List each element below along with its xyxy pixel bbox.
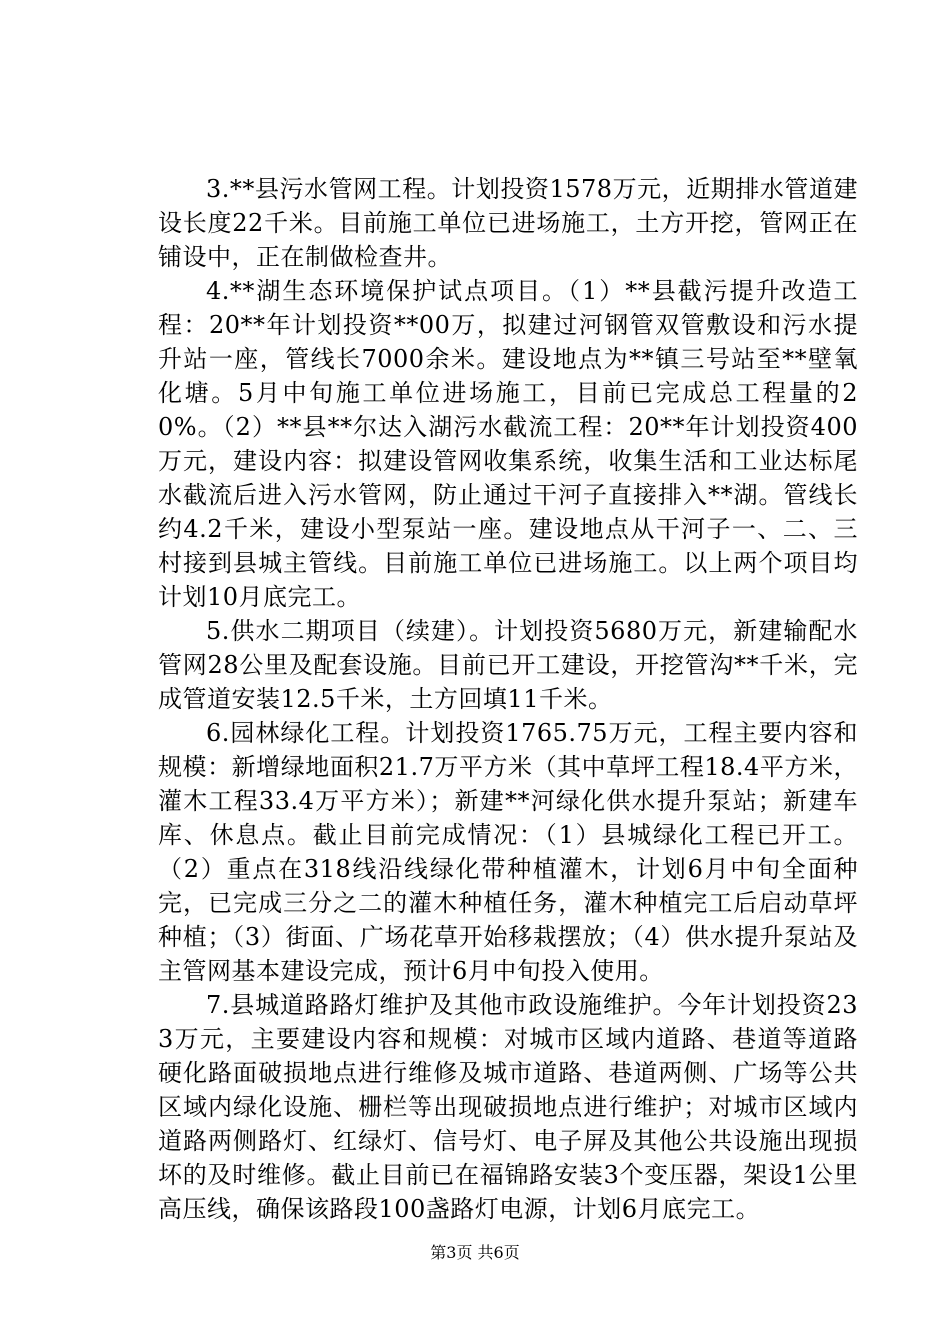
paragraph-item-3: 3.**县污水管网工程。计划投资1578万元，近期排水管道建设长度22千米。目前施工单位已进场施工，土方开挖，管网正在铺设中，正在制做检查井。 (158, 175, 858, 271)
document-body (158, 172, 858, 1226)
paragraph-item-5: 5.供水二期项目（续建）。计划投资5680万元，新建输配水管网28公里及配套设施。目前已开工建设，开挖管沟**千米，完成管道安装12.5千米，土方回填11千米。 (158, 617, 858, 713)
paragraph-item-7: 7.县城道路路灯维护及其他市政设施维护。今年计划投资233万元，主要建设内容和规模：对城市区域内道路、巷道等道路硬化路面破损地点进行维修及城市道路、巷道两侧、广场等公共区域内绿化设施、栅栏等出现破损地点进行维护；对城市区域内道路两侧路灯、红绿灯、信号灯、电子屏及其他公共设施出现损坏的及时维修。截止目前已在福锦路安装3个变压器，架设1公里高压线，确保该路段100盏路灯电源，计划6月底完工。 (158, 991, 858, 1223)
paragraph-item-4: 4.**湖生态环境保护试点项目。（1）**县截污提升改造工程：20**年计划投资**00万，拟建过河钢管双管敷设和污水提升站一座，管线长7000余米。建设地点为**镇三号站至**壁氧化塘。5月中旬施工单位进场施工，目前已完成总工程量的20%。（2）**县**尔达入湖污水截流工程：20**年计划投资400万元，建设内容：拟建设管网收集系统，收集生活和工业达标尾水截流后进入污水管网，防止通过干河子直接排入**湖。管线长约4.2千米，建设小型泵站一座。建设地点从干河子一、二、三村接到县城主管线。目前施工单位已进场施工。以上两个项目均计划10月底完工。 (158, 277, 858, 611)
page-number-footer: 第3页 共6页 (430, 1243, 520, 1262)
paragraph-item-6: 6.园林绿化工程。计划投资1765.75万元，工程主要内容和规模：新增绿地面积21.7万平方米（其中草坪工程18.4平方米，灌木工程33.4万平方米）；新建**河绿化供水提升泵站；新建车库、休息点。截止目前完成情况：（1）县城绿化工程已开工。（2）重点在318线沿线绿化带种植灌木，计划6月中旬全面种完，已完成三分之二的灌木种植任务，灌木种植完工后启动草坪种植；（3）街面、广场花草开始移栽摆放；（4）供水提升泵站及主管网基本建设完成，预计6月中旬投入使用。 (158, 719, 858, 985)
